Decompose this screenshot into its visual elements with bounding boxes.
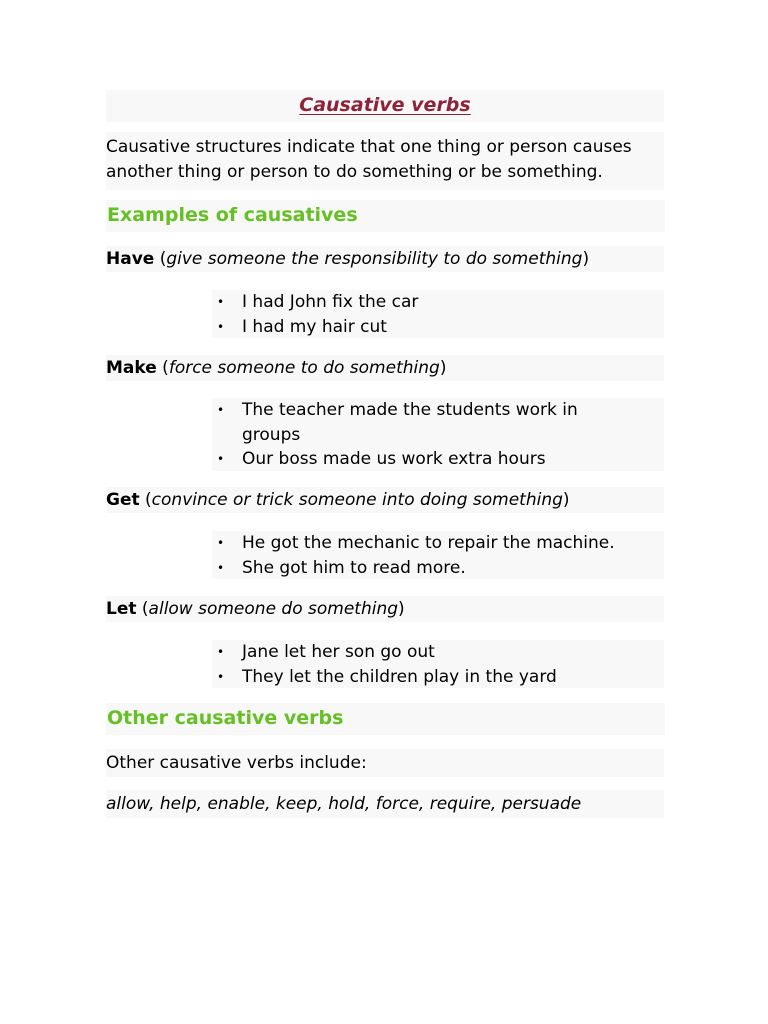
list-item: • She got him to read more. bbox=[212, 556, 622, 581]
have-examples-list bbox=[212, 290, 664, 338]
paren-open: ( bbox=[139, 490, 152, 510]
verb-description: give someone the responsibility to do something bbox=[166, 249, 583, 269]
list-item: • They let the children play in the yard bbox=[212, 665, 622, 690]
paren-close: ) bbox=[439, 358, 447, 378]
list-item: • I had my hair cut bbox=[212, 315, 622, 340]
paren-open: ( bbox=[136, 599, 149, 619]
get-examples-list bbox=[212, 531, 664, 579]
paren-close: ) bbox=[398, 599, 405, 619]
verb-description: allow someone do something bbox=[148, 599, 399, 619]
list-item: • I had John fix the car bbox=[212, 290, 622, 315]
verb-word: Let bbox=[106, 599, 137, 619]
paren-close: ) bbox=[582, 249, 590, 269]
paren-close: ) bbox=[562, 490, 570, 510]
list-item: • Jane let her son go out bbox=[212, 640, 622, 665]
make-examples-list bbox=[212, 398, 664, 471]
verb-description: convince or trick someone into doing something bbox=[151, 490, 563, 510]
let-examples-list bbox=[212, 640, 664, 688]
other-heading: Other causative verbs bbox=[106, 703, 665, 735]
paren-open: ( bbox=[154, 249, 167, 269]
page-title: Causative verbs bbox=[106, 90, 664, 122]
verb-description: force someone to do something bbox=[168, 358, 440, 378]
list-item: • The teacher made the students work in groups bbox=[212, 398, 622, 447]
verb-word: Make bbox=[106, 358, 157, 378]
verb-have bbox=[106, 246, 664, 272]
paren-open: ( bbox=[156, 358, 169, 378]
verb-word: Get bbox=[106, 490, 140, 510]
other-intro: Other causative verbs include: bbox=[106, 749, 664, 777]
verb-let bbox=[106, 596, 664, 622]
verb-get bbox=[106, 487, 664, 513]
list-item: • Our boss made us work extra hours bbox=[212, 447, 622, 472]
verb-make bbox=[106, 355, 664, 381]
list-item: • He got the mechanic to repair the machine. bbox=[212, 531, 622, 556]
intro-paragraph: Causative structures indicate that one thing or person causes another thing or person to do something or be something. bbox=[106, 132, 664, 190]
other-verbs-list: allow, help, enable, keep, hold, force, require, persuade bbox=[106, 790, 664, 818]
verb-word: Have bbox=[106, 249, 155, 269]
examples-heading: Examples of causatives bbox=[106, 200, 665, 232]
